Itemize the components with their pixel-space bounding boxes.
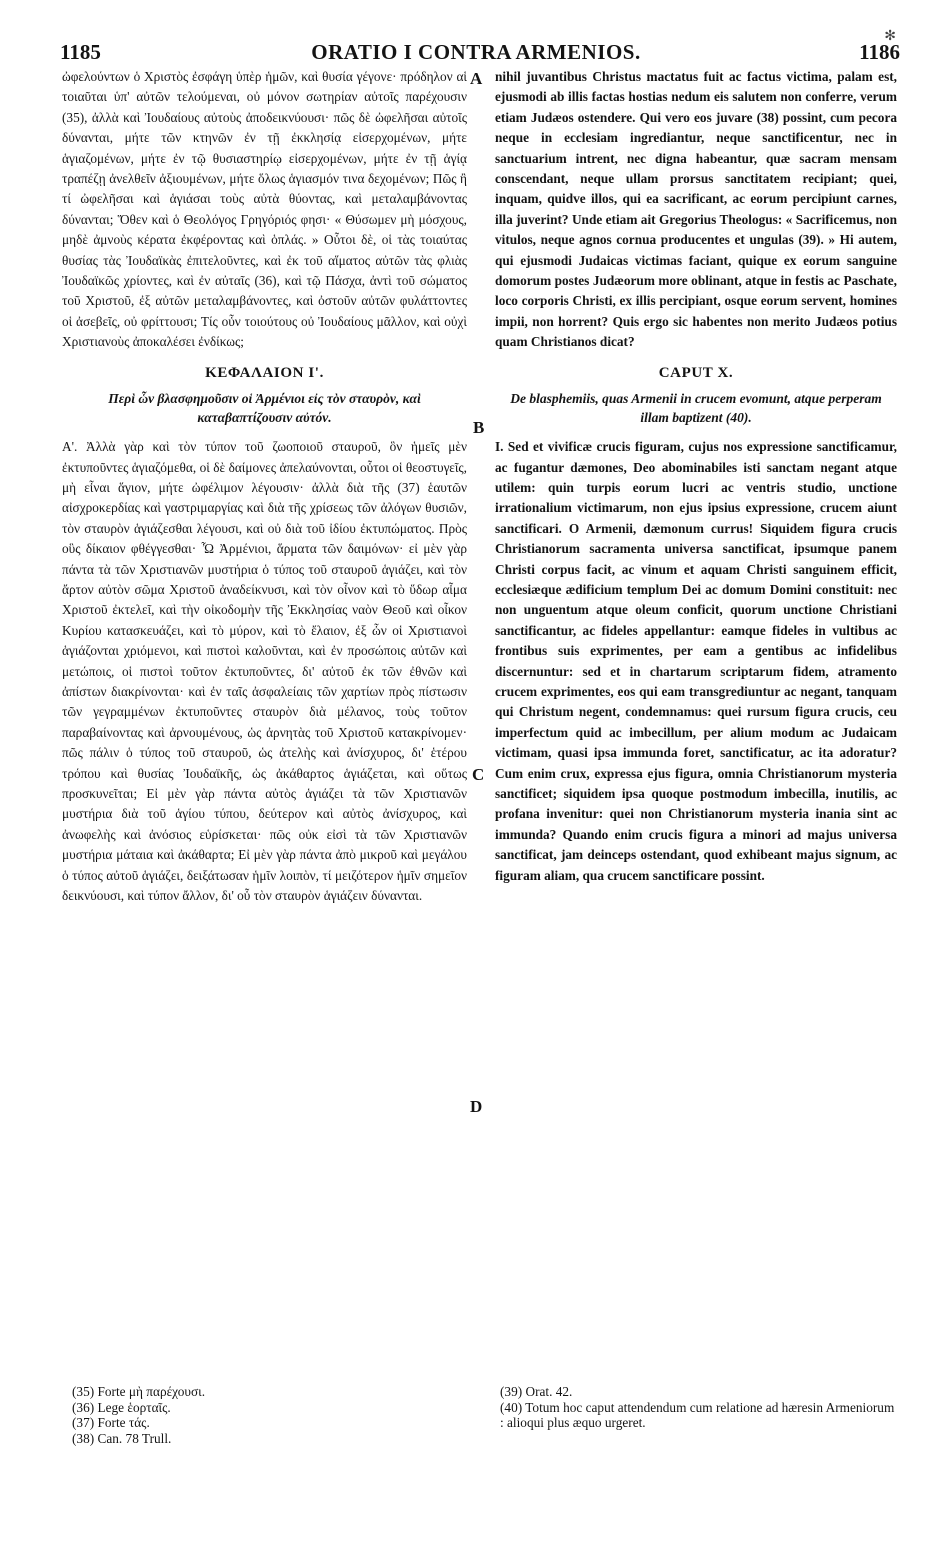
footnote: (38) Can. 78 Trull. [72, 1430, 172, 1446]
footnote: (35) Forte μὴ παρέχουσι. [72, 1384, 206, 1399]
page-number-left: 1185 [60, 40, 101, 64]
greek-column [62, 67, 467, 906]
greek-chapter-heading: ΚΕΦΑΛΑΙΟΝ Ι'. [205, 364, 324, 381]
margin-marker-d: D [470, 1097, 483, 1116]
footnote: (39) Orat. 42. [500, 1384, 573, 1399]
footnote: (36) Lege ἑορταῖς. [72, 1399, 171, 1415]
margin-marker-c: C [472, 765, 485, 784]
page-number-right: 1186 [859, 40, 900, 64]
page-header [52, 28, 900, 68]
latin-paragraph-2: I. Sed et vivificæ crucis figuram, cujus nos expressione sanctificamur, ac fugantur dæmones, Deo abominabiles isti sanctam negant atque utilem: quin turpis eorum lucri ac ventris studio, unctione irrationalium victimarum, non ejus ipsius expressione, crucem aiunt sanctificari. O Armenii, dæmonum currus! Siquidem figura crucis Christianorum sacramenta universa sanctificat, ipsumque panem Christi corpus facit, ac vinum et aquam Christi sanguinem efficit, ecclesiæque ædificium templum Dei ac domum Domini constituit: nec non unguentum atque oleum conficit, quorum unctione Christiani sanctificantur, ac fideles appellantur: eamque fideles in vultibus ac frontibus suis exprimentes, per eam a gentibus ac infidelibus discernuntur: sed et in chartarum scriptarum fidem, atramento crucem exprimentes, eos qui eam transgrediuntur ac negant, tanquam qui Christum negent, condemnamus: quei rursum figura crucis, ceu imperfectum quid ac imbecillum, per alium modum ac Judaicam victimam, quasi ipsa immunda foret, sanctificatur, ac ita adoratur? Cum enim crux, expressa ejus figura, omnia Christianorum mysteria sanctificet; siquidem ipsa quoque postmodum imbecilla, inutilis, ac profana invenitur: quei non Christianorum mysteria inania sint ac immunda? Quando enim crucis figura a minori ad majus universa sanctificat, jam deinceps ostendant, quod exhibeant majus signum, ac figuram aliam, qua crucem sanctificare possint. [495, 439, 897, 883]
latin-paragraph-1: nihil juvantibus Christus mactatus fuit ac factus victima, palam est, ejusmodi ab illis factas hostias nedum eis salutem non conferre, verum etiam Judæos ostendere. Qui vero eos juvare (38) possint, cum pecora neque in ecclesiam ingrediantur, neque sanctificentur, nec in sanctuarium intrent, nec digna habeantur, quæ sacram mensam conscendant, neque ullam prorsus sanctitatem recipiant; quei, inquam, quidve illos, qui ea sacrificant, ac eorum percipiunt carnes, illa juverint? Unde etiam ait Gregorius Theologus: « Sacrificemus, non vitulos, neque agnos cornua producentes et ungulas (39). » Hi autem, qui ejusmodi Judaicas victimas faciant, quique ex eorum sanguine domorum postes Judæorum more oblinant, atque in festis ac Paschate, loco corporis Christi, ex illis percipiant, osque eorum servent, homines impii, non horrent? Quis ergo sic habentes non merito Judæos potius quam Christianos dicat? [495, 69, 897, 350]
running-title: ORATIO I CONTRA ARMENIOS. [311, 40, 641, 64]
margin-marker-b: B [473, 418, 485, 437]
latin-chapter-heading: CAPUT X. [658, 364, 734, 381]
margin-marker-a: A [470, 69, 483, 88]
greek-paragraph-2: Α'. Ἀλλὰ γὰρ καὶ τὸν τύπον τοῦ ζωοποιοῦ σταυροῦ, ὃν ἡμεῖς μὲν ἐκτυποῦντες ἁγιαζόμεθα, οἱ δὲ δαίμονες ἀπελαύνονται, οὗτοι οἱ θεοστυγεῖς, μὴ εἶναι ἅγιον, μήτε ὠφέλιμον λέγουσιν· ἀλλὰ διὰ τῆς (37) ἑαυτῶν αἰσχροκερδίας καὶ γαστριμαργίας καὶ διὰ τῆς χρίσεως τῶν ἀλόγων θυσιῶν, τὸν σταυρὸν ἁγιάζεσθαι λέγουσι, καὶ οὐ διὰ τοῦ ἰδίου ἐκτυπώματος. Πρὸς οὓς δίκαιον φθέγγεσθαι· Ὦ Ἀρμένιοι, ἅρματα τῶν δαιμόνων· εἰ μὲν γὰρ πάντα τὰ τῶν Χριστιανῶν μυστήρια ὁ τύπος τοῦ σταυροῦ ἁγιάζει, καὶ τὸν ἄρτον αὐτὸν σῶμα Χριστοῦ ἀναδείκνυσι, καὶ τὸν οἶνον καὶ τὸ ὕδωρ αἷμα Χριστοῦ ἐκτελεῖ, καὶ τὴν οἰκοδομὴν τῆς Ἐκκλησίας ναὸν Θεοῦ καὶ οἶκον Κυρίου κατασκευάζει, καὶ τὸ μύρον, καὶ τὸ ἔλαιον, ἐξ ὧν οἱ Χριστιανοὶ ἁγιάζονται χριόμενοι, καὶ πιστοὶ καλοῦνται, καὶ ἐν προσώποις αὐτῶν καὶ μετώποις, οἱ πιστοὶ τοῦτον ἐκτυποῦντες, δι' αὐτοῦ ἐκ τῶν ἐθνῶν καὶ ἀπίστων διακρίνονται· καὶ ἐν ταῖς ἀσφαλείαις τῶν χαρτίων πρὸς πίστωσιν τῶν γεγραμμένων ἐκτυποῦντες σταυρὸν διὰ μέλανος, τοὺς τοῦτον παραβαίνοντας καὶ ἀρνουμένους, ὡς ἀρνητὰς τοῦ Χριστοῦ κατακρίνομεν· πῶς πάλιν ὁ τύπος τοῦ σταυροῦ, ὡς ἀτελὴς καὶ ἀνίσχυρος, δι' ἑτέρου τρόπου καὶ θυσίας Ἰουδαϊκῆς, ὡς ἀκάθαρτος ἁγιάζεται, καὶ οὕτως προσκυνεῖται; Εἰ μὲν γὰρ πάντα αὐτὸς ἁγιάζει τὰ τῶν Χριστιανῶν μυστήρια διὰ τοῦ ἁγίου τύπου, δεύτερον καὶ αὐτὸς ἀνίσχυρος, καὶ ἀνωφελὴς καὶ ἀνόσιος εὑρίσκεται· πῶς οὐκ εἰσὶ τὰ τῶν Χριστιανῶν μυστήρια μάταια καὶ ἀκάθαρτα; Εἰ μὲν γὰρ πάντα ἀπὸ μικροῦ καὶ μεγάλου ὁ τύπος αὐτοῦ ἁγιάζει, δειξάτωσαν ἡμῖν λοιπὸν, τί μειζότερον ἡμῖν σημεῖον δεικνύουσι, καὶ τύπον ἄλλον, δι' οὗ τὸν σταυρὸν ἁγιάζειν δύνανται. [62, 439, 467, 904]
latin-column [495, 67, 897, 886]
greek-chapter-subtitle: Περὶ ὧν βλασφημοῦσιν οἱ Ἀρμένιοι εἰς τὸν σταυρὸν, καὶ καταβαπτίζουσιν αὐτόν. [108, 391, 421, 426]
footnote: (40) Totum hoc caput attendendum cum relatione ad hæresin Armeniorum : alioqui plus æquo urgeret. [500, 1399, 895, 1430]
footnotes-left [72, 1384, 452, 1446]
corner-mark: ✻ [884, 28, 896, 44]
greek-paragraph-1: ὠφελούντων ὁ Χριστὸς ἐσφάγη ὑπὲρ ἡμῶν, καὶ θυσία γέγονε· πρόδηλον αἱ τοιαῦται ὑπ' αὐτῶν τελούμεναι, οὐ μόνον σωτηρίαν αὐτοῖς παρέχουσιν (35), ἀλλὰ καὶ Ἰουδαίους αὐτοὺς ἀποδεικνύουσι· πῶς δὲ ὠφελῆσαι αὐτοῖς δύνανται, μήτε τῶν κτηνῶν ἐν τῇ ἐκκλησίᾳ εἰσερχομένων, μήτε ἁγιαζομένων, μήτε ἐν τῷ θυσιαστηρίῳ εἰσερχομένων, μήτε ἐν τῇ ἁγίᾳ τραπέζῃ ἀνελθεῖν ἀξιουμένων, μήτε ὅλως ἁγιασμόν τινα δεχομένων; Πῶς ἢ τί ὠφελῆσαι καὶ ἁγιάσαι τοὺς αὐτὰ θύοντας, καὶ μεταλαμβάνοντας δύνανται; Ὅθεν καὶ ὁ Θεολόγος Γρηγόριός φησι· « Θύσωμεν μὴ μόσχους, μηδὲ ἀμνοὺς κέρατα ἐκφέροντας καὶ ὁπλάς. » Οὗτοι δὲ, οἱ τὰς τοιαύτας θυσίας τὰς Ἰουδαϊκὰς ἐπιτελοῦντες, καὶ ἐκ τοῦ αἵματος αὐτῶν τὰς φλιὰς Ἰουδαϊκῶς χρίοντες, καὶ ἐν αὐταῖς (36), καὶ τῷ Πάσχα, ἀντὶ τοῦ σώματος τοῦ Χριστοῦ, ἐξ αὐτῶν μεταλαμβάνοντες, καὶ ὀστοῦν αὐτῶν φυλάττοντες οἱ ἀσεβεῖς, οὐ φρίττουσι; Τίς οὖν τοιούτους οὐ Ἰουδαίους μᾶλλον, καὶ οὐχὶ Χριστιανοὺς ἀποκαλέσει ἐνδίκως; [62, 69, 467, 350]
footnote: (37) Forte τάς. [72, 1415, 150, 1430]
footnotes-right [500, 1384, 895, 1431]
latin-chapter-subtitle: De blasphemiis, quas Armenii in crucem evomunt, atque perperam illam baptizent (40). [510, 391, 882, 426]
